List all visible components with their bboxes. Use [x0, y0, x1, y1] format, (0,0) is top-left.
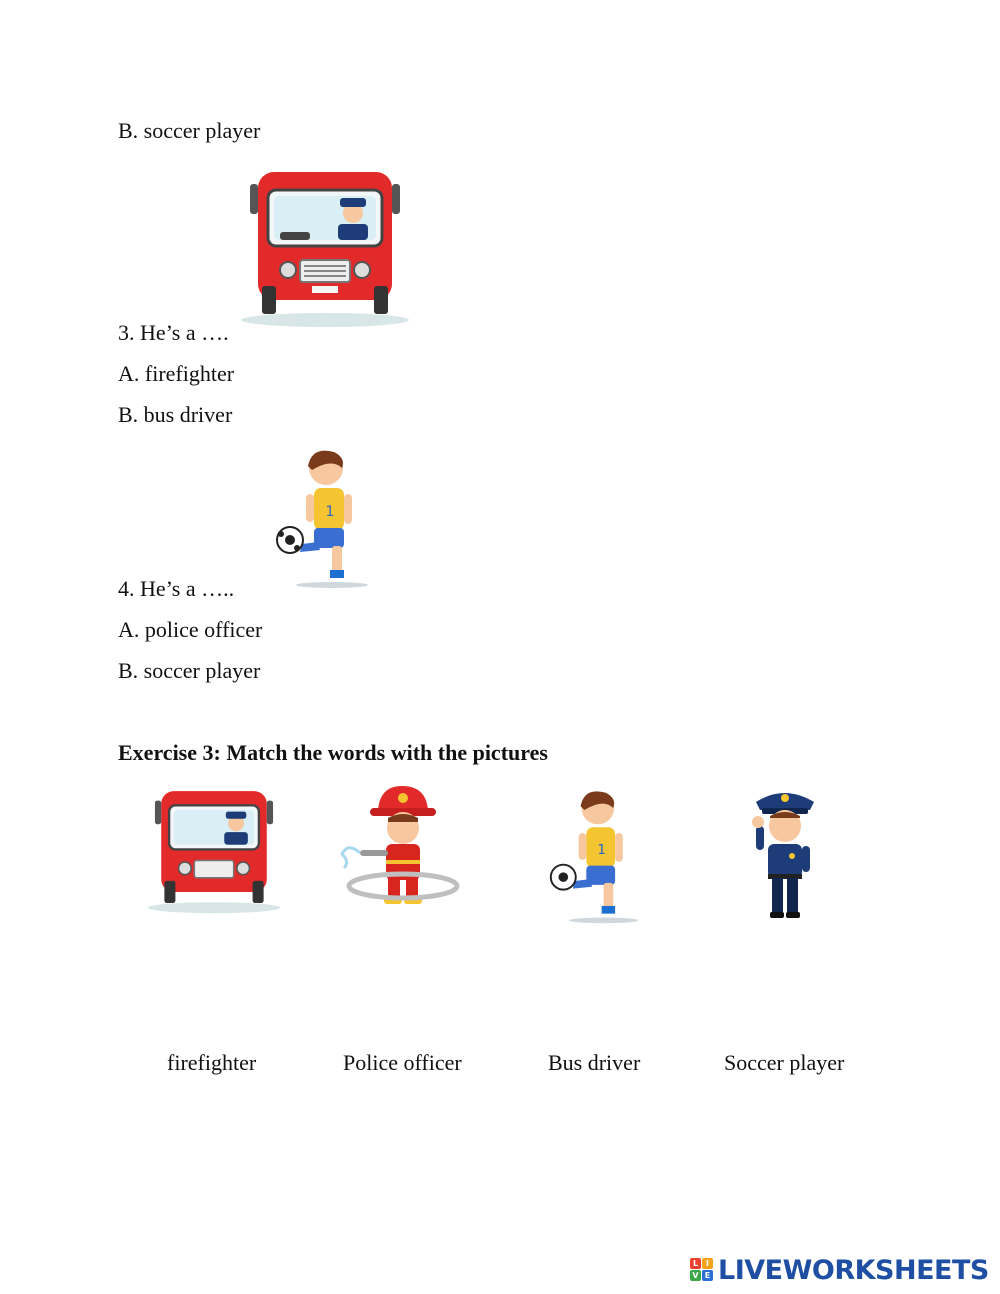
q3-option-b[interactable]: B. bus driver — [118, 402, 233, 427]
exercise-picture-soccer-player — [546, 788, 642, 926]
logo-tile-l: L — [690, 1258, 701, 1269]
exercise-3-title: Exercise 3: Match the words with the pictures — [118, 740, 548, 765]
q2-option-b: B. soccer player — [118, 118, 261, 143]
logo-tile-i: I — [702, 1258, 713, 1269]
exercise-picture-bus-driver — [146, 788, 282, 914]
q4-option-a[interactable]: A. police officer — [118, 617, 263, 642]
q3-question: 3. He’s a …. — [118, 320, 229, 345]
svg-text:1: 1 — [597, 843, 606, 859]
q4-question: 4. He’s a ….. — [118, 576, 235, 601]
match-word-police-officer[interactable]: Police officer — [343, 1050, 462, 1075]
liveworksheets-wordmark: LIVEWORKSHEETS — [718, 1254, 989, 1286]
logo-tile-e: E — [702, 1270, 713, 1281]
match-word-firefighter[interactable]: firefighter — [167, 1050, 257, 1075]
match-word-soccer-player[interactable]: Soccer player — [724, 1050, 845, 1075]
q4-option-b[interactable]: B. soccer player — [118, 658, 261, 683]
logo-tile-v: V — [690, 1270, 701, 1281]
bus-driver-picture — [240, 168, 410, 328]
svg-text:1: 1 — [325, 504, 335, 520]
exercise-picture-police-officer — [744, 786, 824, 922]
exercise-picture-firefighter — [338, 782, 468, 908]
soccer-player-picture — [272, 448, 372, 590]
liveworksheets-logo-mark — [690, 1258, 714, 1282]
match-word-bus-driver[interactable]: Bus driver — [548, 1050, 641, 1075]
liveworksheets-logo — [690, 1254, 989, 1286]
q3-option-a[interactable]: A. firefighter — [118, 361, 235, 386]
